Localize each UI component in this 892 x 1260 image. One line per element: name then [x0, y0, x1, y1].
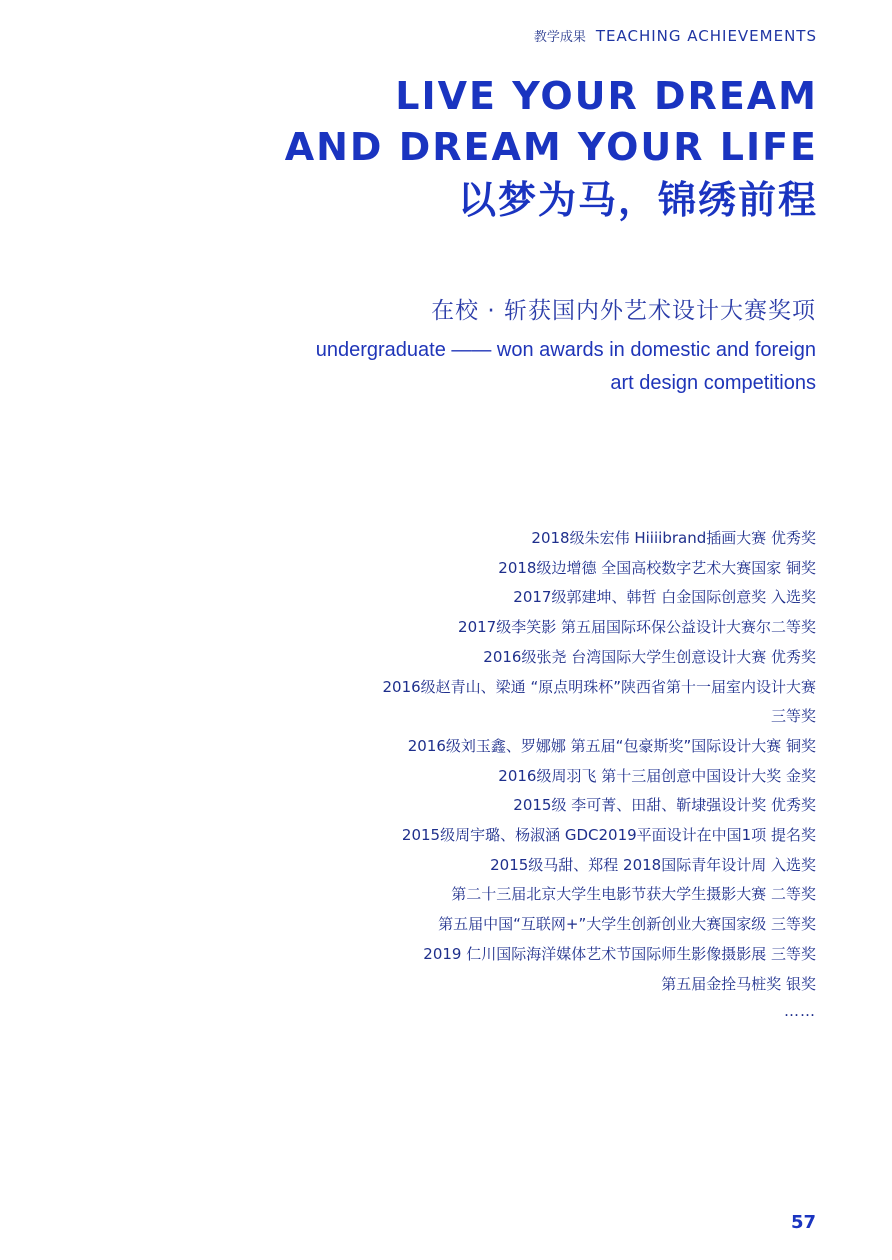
award-item: 2016级刘玉鑫、罗娜娜 第五届“包豪斯奖”国际设计大赛 铜奖 [407, 736, 816, 755]
award-item: 2018级朱宏伟 Hiiiibrand插画大赛 优秀奖 [531, 529, 816, 547]
award-item: 2016级赵青山、梁通 “原点明珠杯”陕西省第十一届室内设计大赛 [382, 677, 816, 696]
section-header-cn: 教学成果 [533, 30, 586, 45]
award-item: 2018级边增德 全国高校数字艺术大赛国家 铜奖 [498, 558, 816, 577]
award-item: 2017级李笑影 第五届国际环保公益设计大赛尔二等奖 [458, 618, 816, 637]
section-title-cn: 在校 · 斩获国内外艺术设计大赛奖项 [431, 298, 816, 324]
award-item: 2016级张尧 台湾国际大学生创意设计大赛 优秀奖 [483, 647, 816, 666]
headline-line-2: AND DREAM YOUR LIFE [284, 125, 818, 169]
section-header [534, 26, 817, 46]
section-header-en: TEACHING ACHIEVEMENTS [595, 27, 817, 45]
section-title-en: undergraduate —— won awards in domestic and foreign art design competitions [315, 339, 816, 394]
award-item: 2019 仁川国际海洋媒体艺术节国际师生影像摄影展 三等奖 [423, 944, 816, 963]
award-item: 第五届金拴马桩奖 银奖 [661, 974, 816, 993]
page-number: 57 [790, 1212, 816, 1233]
headline-line-1: LIVE YOUR DREAM [395, 74, 818, 118]
award-item-continued: 三等奖 [770, 707, 816, 726]
list-ellipsis: …… [784, 1002, 816, 1020]
awards-list [296, 524, 816, 999]
award-item: 2015级周宇璐、杨淑涵 GDC2019平面设计在中国1项 提名奖 [401, 826, 816, 845]
award-item: 第二十三届北京大学生电影节获大学生摄影大赛 二等奖 [451, 885, 816, 904]
award-item: 2015级 李可菁、田甜、靳埭强设计奖 优秀奖 [513, 796, 816, 815]
headline-cn: 以梦为马，锦绣前程 [457, 178, 818, 222]
award-item: 2017级郭建坤、韩哲 白金国际创意奖 入选奖 [513, 588, 816, 607]
award-item: 2016级周羽飞 第十三届创意中国设计大奖 金奖 [498, 766, 816, 785]
award-item: 第五届中国“互联网+”大学生创新创业大赛国家级 三等奖 [438, 915, 816, 934]
award-item: 2015级马甜、郑程 2018国际青年设计周 入选奖 [490, 855, 816, 874]
